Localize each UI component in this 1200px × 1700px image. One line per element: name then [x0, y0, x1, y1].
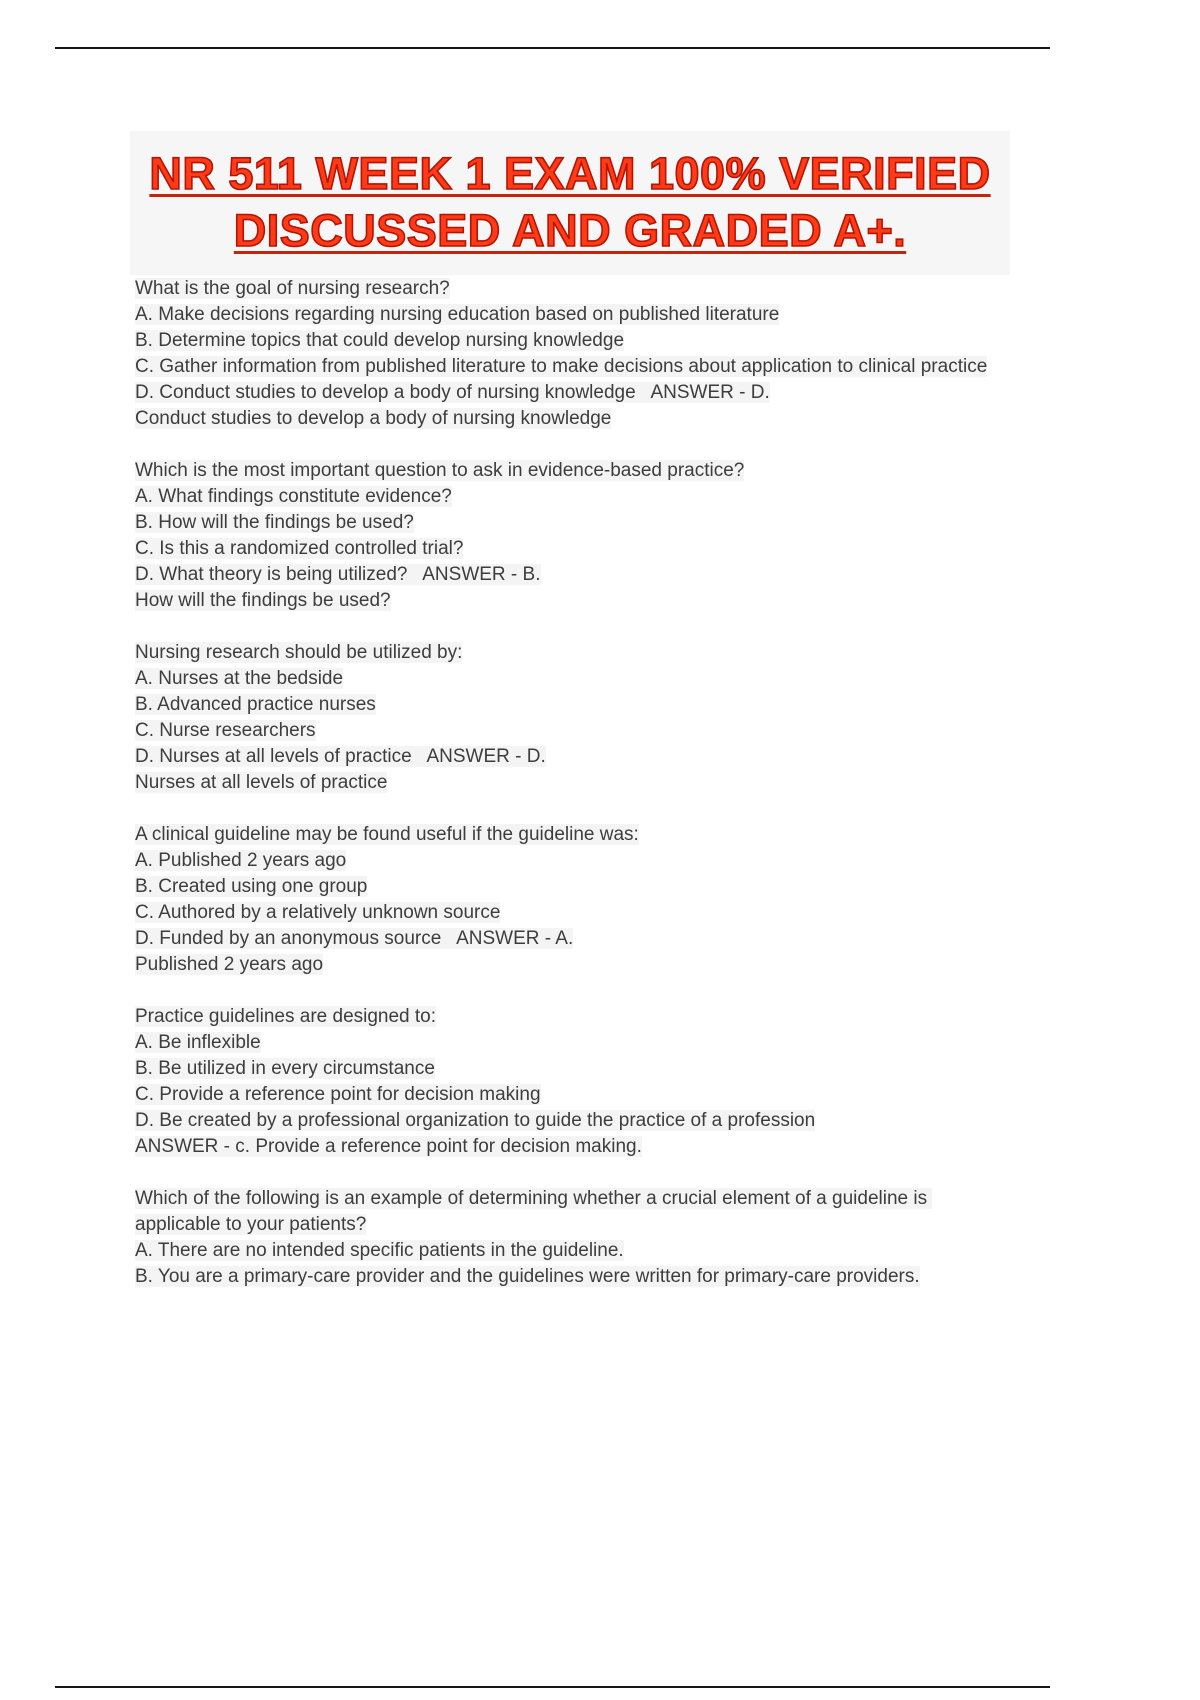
- bottom-rule: [55, 1686, 1050, 1688]
- question-line-text: D. What theory is being utilized? ANSWER - B.: [135, 564, 541, 585]
- question-line: [135, 770, 1015, 796]
- question-line: [135, 1004, 1015, 1030]
- question-line: [135, 1082, 1015, 1108]
- question-line: [135, 744, 1015, 770]
- question-line-text: Published 2 years ago: [135, 954, 324, 975]
- question-line: [135, 484, 1015, 510]
- question-line: [135, 1186, 1015, 1238]
- question-line-text: A clinical guideline may be found useful if the guideline was:: [135, 824, 639, 845]
- question-line-text: Nursing research should be utilized by:: [135, 642, 463, 663]
- top-rule: [55, 47, 1050, 49]
- question-line: [135, 952, 1015, 978]
- question-line: [135, 640, 1015, 666]
- questions-container: [135, 276, 1015, 1316]
- question-line: [135, 692, 1015, 718]
- question-line: [135, 1134, 1015, 1160]
- question-line-text: B. You are a primary-care provider and the guidelines were written for primary-care providers.: [135, 1266, 920, 1287]
- question-line: [135, 900, 1015, 926]
- question-line-text: B. How will the findings be used?: [135, 512, 414, 533]
- question-block: [135, 458, 1015, 614]
- question-line-text: D. Nurses at all levels of practice ANSWER - D.: [135, 746, 546, 767]
- question-line: [135, 848, 1015, 874]
- question-line: [135, 822, 1015, 848]
- question-line: [135, 276, 1015, 302]
- question-line: [135, 562, 1015, 588]
- question-line: [135, 380, 1015, 406]
- question-line-text: A. Nurses at the bedside: [135, 668, 344, 689]
- question-line-text: A. Published 2 years ago: [135, 850, 347, 871]
- question-line: [135, 666, 1015, 692]
- question-line-text: D. Conduct studies to develop a body of nursing knowledge ANSWER - D.: [135, 382, 770, 403]
- question-block: [135, 1004, 1015, 1160]
- question-line-text: D. Funded by an anonymous source ANSWER - A.: [135, 928, 574, 949]
- question-line-text: C. Gather information from published literature to make decisions about application to clinical practice: [135, 356, 988, 377]
- question-line-text: Conduct studies to develop a body of nursing knowledge: [135, 408, 612, 429]
- question-line-text: ANSWER - c. Provide a reference point for decision making.: [135, 1136, 642, 1157]
- question-line-text: C. Is this a randomized controlled trial?: [135, 538, 464, 559]
- question-line-text: A. There are no intended specific patients in the guideline.: [135, 1240, 624, 1261]
- question-line-text: C. Nurse researchers: [135, 720, 316, 741]
- question-block: [135, 640, 1015, 796]
- question-line: [135, 1264, 1015, 1290]
- question-line: [135, 926, 1015, 952]
- question-line: [135, 510, 1015, 536]
- title-line-2: DISCUSSED AND GRADED A+.: [233, 205, 907, 256]
- question-line-text: Which of the following is an example of determining whether a crucial element of a guideline is applicable to your patients?: [135, 1188, 933, 1235]
- question-line-text: C. Authored by a relatively unknown source: [135, 902, 501, 923]
- question-line-text: B. Advanced practice nurses: [135, 694, 376, 715]
- question-line: [135, 328, 1015, 354]
- title-line-1: NR 511 WEEK 1 EXAM 100% VERIFIED: [149, 148, 991, 199]
- question-line-text: B. Determine topics that could develop nursing knowledge: [135, 330, 625, 351]
- question-line-text: B. Be utilized in every circumstance: [135, 1058, 435, 1079]
- question-block: [135, 276, 1015, 432]
- question-line: [135, 406, 1015, 432]
- question-line-text: Which is the most important question to ask in evidence-based practice?: [135, 460, 745, 481]
- question-line-text: What is the goal of nursing research?: [135, 278, 450, 299]
- question-line-text: Practice guidelines are designed to:: [135, 1006, 437, 1027]
- question-line-text: B. Created using one group: [135, 876, 368, 897]
- question-line: [135, 874, 1015, 900]
- document-title: [130, 131, 1010, 275]
- question-block: [135, 822, 1015, 978]
- question-line: [135, 1056, 1015, 1082]
- question-line: [135, 1030, 1015, 1056]
- question-line-text: C. Provide a reference point for decision making: [135, 1084, 541, 1105]
- question-line-text: A. Make decisions regarding nursing education based on published literature: [135, 304, 780, 325]
- question-line: [135, 718, 1015, 744]
- question-line: [135, 1108, 1015, 1134]
- question-line-text: A. Be inflexible: [135, 1032, 261, 1053]
- question-line: [135, 354, 1015, 380]
- question-line: [135, 1238, 1015, 1264]
- question-line: [135, 302, 1015, 328]
- question-line: [135, 588, 1015, 614]
- question-line: [135, 458, 1015, 484]
- question-line-text: D. Be created by a professional organization to guide the practice of a profession: [135, 1110, 816, 1131]
- question-line-text: A. What findings constitute evidence?: [135, 486, 452, 507]
- question-line-text: Nurses at all levels of practice: [135, 772, 388, 793]
- question-line-text: How will the findings be used?: [135, 590, 391, 611]
- question-block: [135, 1186, 1015, 1290]
- question-line: [135, 536, 1015, 562]
